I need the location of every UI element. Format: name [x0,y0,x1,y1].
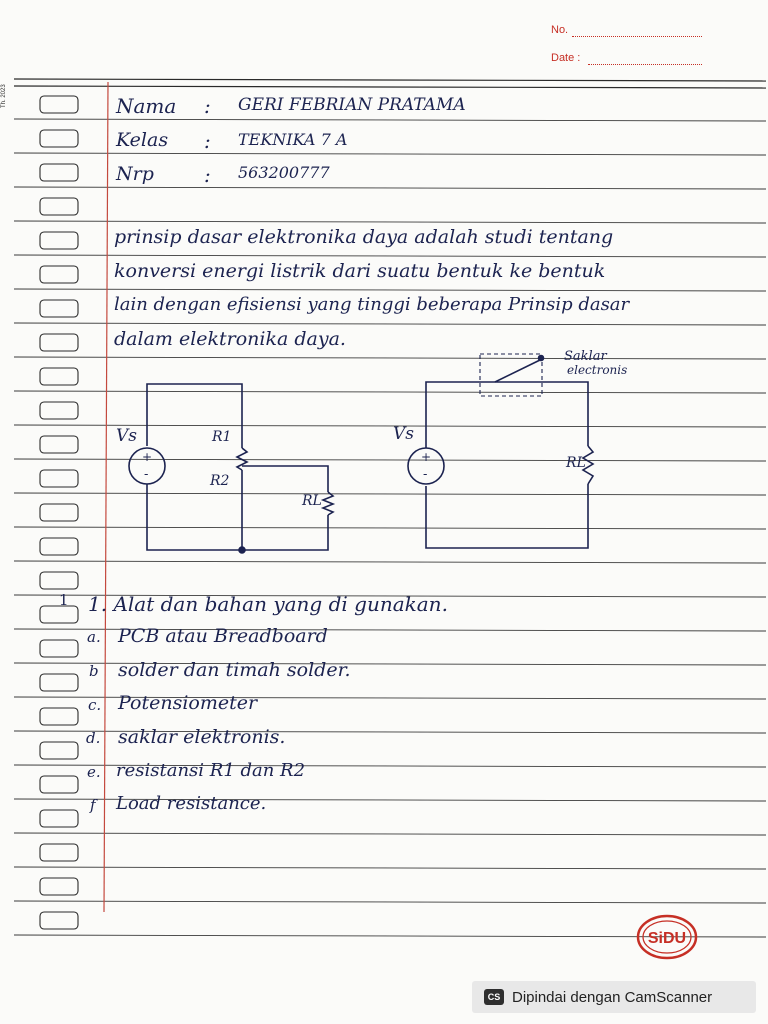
right-plus-sign: + [421,450,432,464]
sidu-logo-text: SiDU [647,930,687,947]
left-circuit-bottom-wire [147,484,328,550]
right-switch-blade [495,360,540,382]
list-item-a: PCB atau Breadboard [118,625,328,647]
camscanner-text: Dipindai dengan CamScanner [512,988,713,1006]
class-colon: : [204,129,211,153]
class-value: TEKNIKA 7 A [238,130,348,149]
list-item-e: resistansi R1 dan R2 [116,760,306,781]
box-mark: 1 [59,591,69,609]
right-vs-label: Vs [393,424,415,444]
list-letter-a: a. [87,628,101,646]
list-letter-c: c. [88,696,102,714]
camscanner-icon: CS [484,989,504,1005]
date-label: Date : [551,52,581,64]
list-title: 1. Alat dan bahan yang di gunakan. [88,592,448,616]
list-letter-f: f [90,796,96,814]
list-item-f: Load resistance. [116,793,267,814]
list-item-c: Potensiometer [118,692,258,714]
list-letter-e: e. [87,763,101,781]
name-value: GERI FEBRIAN PRATAMA [238,95,466,115]
name-colon: : [204,94,211,118]
left-plus-sign: + [142,450,153,464]
right-rl-label: RL [566,455,586,471]
circuit-left [129,384,333,553]
name-label: Nama [116,94,177,118]
paragraph-line-1: prinsip dasar elektronika daya adalah studi tentang [114,226,614,248]
right-minus-sign: - [423,467,428,482]
list-letter-d: d. [86,729,101,747]
no-label: No. [551,24,569,36]
circuit-right [408,354,593,548]
paragraph-line-3: lain dengan efisiensi yang tinggi beberapa Prinsip dasar [114,294,630,315]
class-label: Kelas [116,129,169,151]
left-r1-label: R1 [212,429,232,445]
sidu-logo [636,914,698,960]
left-rl-resistor [323,492,333,515]
list-item-b: solder dan timah solder. [118,659,351,681]
left-r2-label: R2 [210,473,230,489]
side-year-text: Th. 2023 [1,84,7,108]
left-vs-label: Vs [116,426,138,446]
right-circuit-bottom-wire [426,484,588,548]
right-switch-contact [539,356,544,361]
left-minus-sign: - [144,467,149,482]
switch-label-2: electronis [567,363,628,377]
camscanner-footer [472,981,756,1013]
nrp-value: 563200777 [238,163,330,182]
left-junction-dot [239,547,245,553]
list-item-d: saklar elektronis. [118,726,286,748]
paragraph-line-4: dalam elektronika daya. [114,328,346,350]
list-letter-b: b [89,662,99,680]
switch-label-1: Saklar [564,349,607,364]
left-r1-to-rl-wire [242,466,328,492]
right-circuit-wires [426,382,588,448]
left-rl-label: RL [302,493,322,509]
nrp-colon: : [204,163,211,187]
paragraph-line-2: konversi energi listrik dari suatu bentuk ke bentuk [114,260,606,282]
nrp-label: Nrp [116,163,154,185]
